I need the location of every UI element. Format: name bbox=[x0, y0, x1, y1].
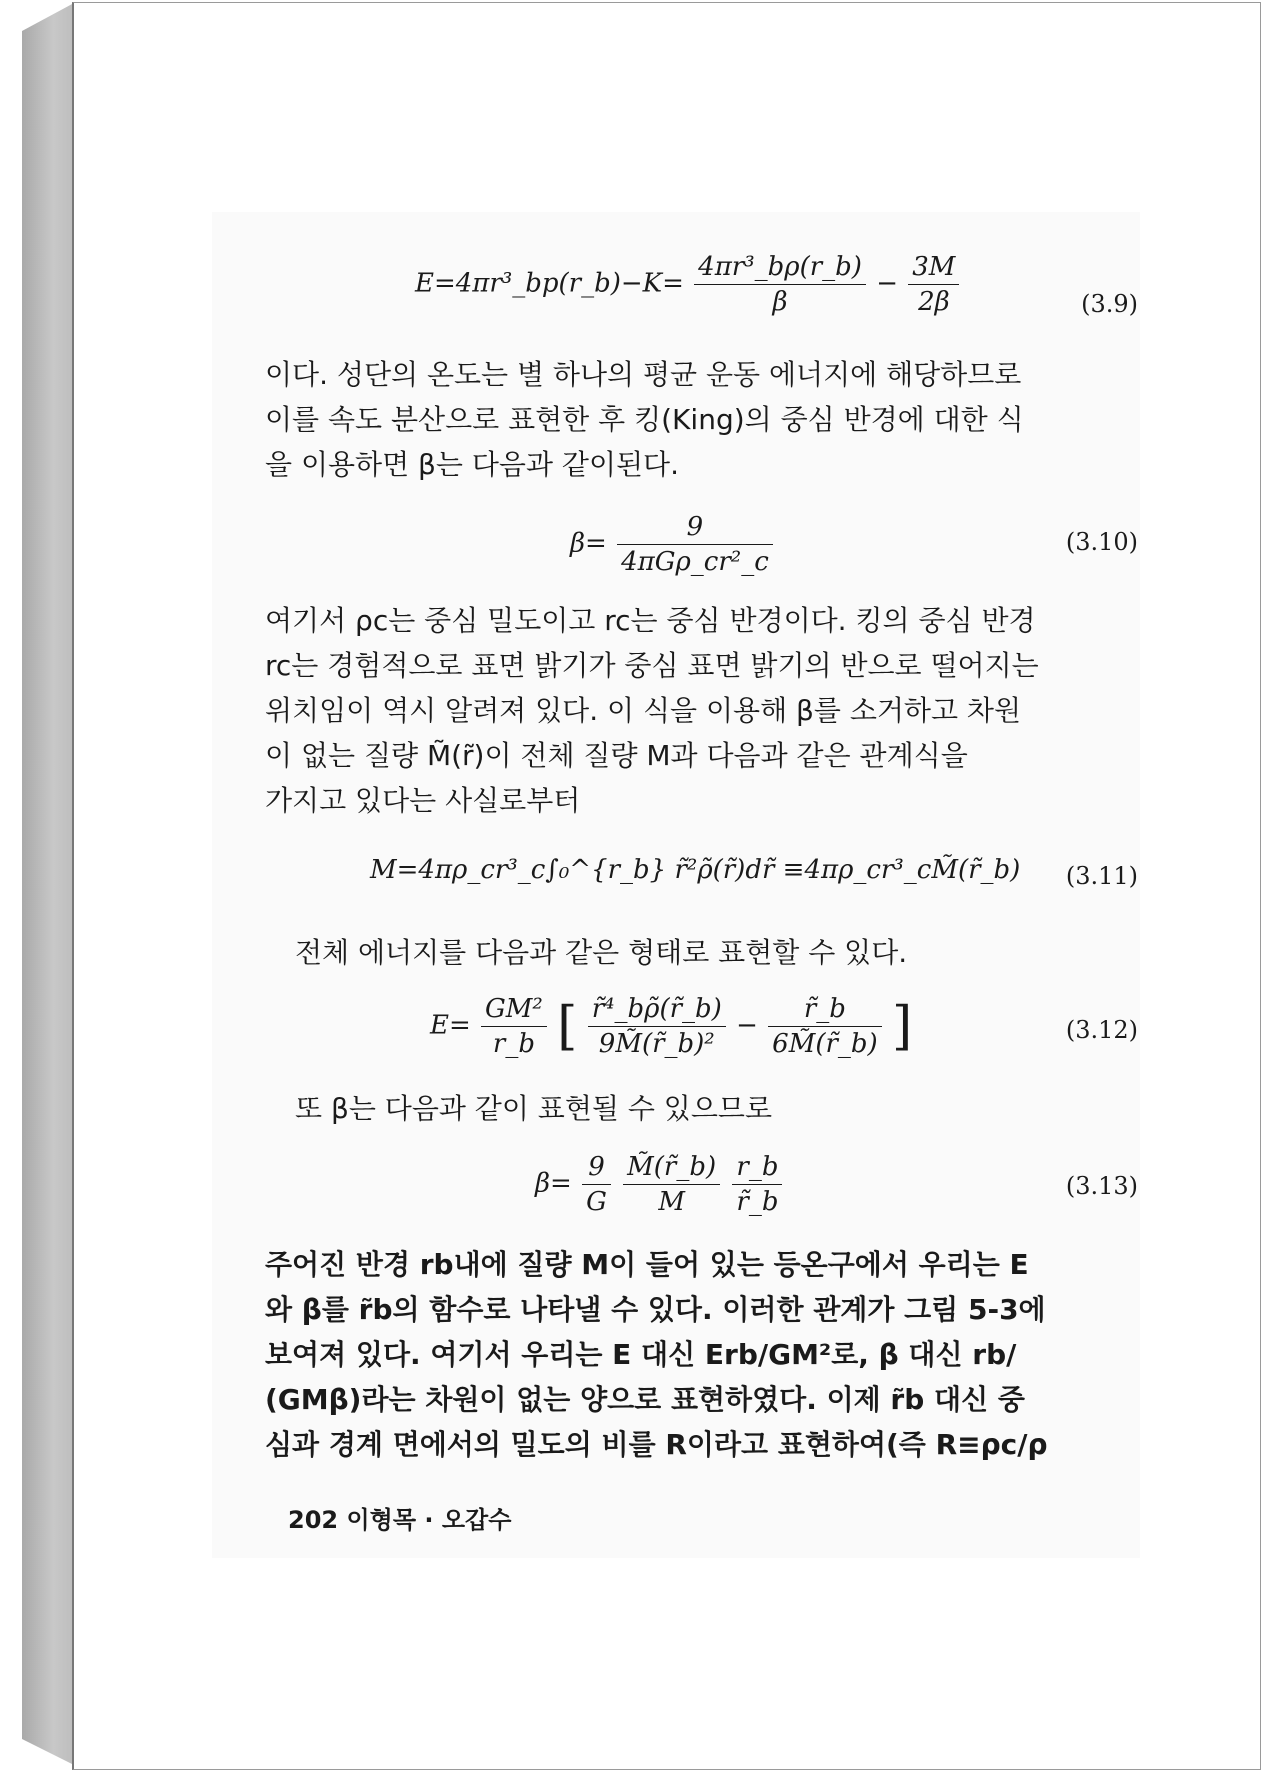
text-line: 이다. 성단의 온도는 별 하나의 평균 운동 에너지에 해당하므로 bbox=[265, 358, 1022, 391]
text-line: 와 β를 r̃b의 함수로 나타낼 수 있다. 이러한 관계가 그림 5-3에 bbox=[265, 1293, 1046, 1326]
eq-numerator: r_b bbox=[732, 1150, 782, 1185]
equation-number: (3.13) bbox=[1065, 1172, 1138, 1200]
text-line: 전체 에너지를 다음과 같은 형태로 표현할 수 있다. bbox=[295, 936, 908, 969]
equation-3-10 bbox=[570, 510, 775, 579]
eq-fraction bbox=[617, 510, 773, 579]
text-line: (GMβ)라는 차원이 없는 양으로 표현하였다. 이제 r̃b 대신 중 bbox=[265, 1383, 1025, 1416]
eq-lhs: β= bbox=[570, 528, 607, 559]
text-line: rc는 경험적으로 표면 밝기가 중심 표면 밝기의 반으로 떨어지는 bbox=[265, 649, 1039, 682]
book-spine bbox=[22, 3, 74, 1765]
eq-lhs: E= bbox=[430, 1010, 471, 1041]
eq-numerator: 9 bbox=[617, 510, 773, 545]
eq-fraction bbox=[582, 1150, 611, 1219]
eq-fraction bbox=[588, 992, 726, 1061]
eq-numerator: M̃(r̃_b) bbox=[623, 1150, 720, 1185]
text-line: 보여져 있다. 여기서 우리는 E 대신 Erb/GM²로, β 대신 rb/ bbox=[265, 1338, 1017, 1371]
close-bracket: ] bbox=[891, 996, 913, 1057]
text-line: 을 이용하면 β는 다음과 같이된다. bbox=[265, 448, 679, 481]
equation-number: (3.10) bbox=[1065, 528, 1138, 556]
paragraph-2 bbox=[265, 598, 1140, 823]
text-line: 주어진 반경 rb내에 질량 M이 들어 있는 등온구에서 우리는 E bbox=[265, 1248, 1029, 1281]
text-line: 가지고 있다는 사실로부터 bbox=[265, 784, 581, 817]
text-line: 이를 속도 분산으로 표현한 후 킹(King)의 중심 반경에 대한 식 bbox=[265, 403, 1024, 436]
eq-denominator: G bbox=[586, 1187, 607, 1217]
eq-fraction bbox=[694, 250, 866, 319]
eq-numerator: 3M bbox=[908, 250, 959, 285]
eq-numerator: 9 bbox=[582, 1150, 611, 1185]
eq-fraction bbox=[768, 992, 882, 1061]
eq-numerator: GM² bbox=[481, 992, 547, 1027]
equation-3-9 bbox=[415, 250, 961, 319]
eq-denominator: 4πGρ_cr²_c bbox=[621, 547, 769, 577]
eq-numerator: r̃⁴_bρ̃(r̃_b) bbox=[588, 992, 726, 1027]
eq-operator: − bbox=[876, 268, 898, 299]
eq-fraction bbox=[623, 1150, 720, 1219]
equation-number: (3.12) bbox=[1065, 1016, 1138, 1044]
eq-lhs: E=4πr³_bp(r_b)−K= bbox=[415, 268, 684, 299]
open-bracket: [ bbox=[557, 996, 578, 1057]
eq-numerator: r̃_b bbox=[768, 992, 882, 1027]
eq-fraction bbox=[732, 1150, 782, 1219]
eq-denominator: 6M̃(r̃_b) bbox=[772, 1029, 878, 1059]
eq-operator: − bbox=[736, 1010, 758, 1041]
paragraph-3 bbox=[295, 930, 1170, 975]
eq-denominator: M bbox=[658, 1187, 685, 1217]
eq-denominator: 9M̃(r̃_b)² bbox=[598, 1029, 715, 1059]
eq-denominator: 2β bbox=[918, 287, 950, 317]
text-line: 심과 경계 면에서의 밀도의 비를 R이라고 표현하여(즉 R≡ρc/ρ bbox=[265, 1428, 1048, 1461]
paragraph-1 bbox=[265, 352, 1140, 487]
equation-3-11: M=4πρ_cr³_c∫₀^{r_b} r̃²ρ̃(r̃)dr̃ ≡4πρ_cr³_cM̃(r̃_b) bbox=[370, 855, 1021, 885]
equation-3-12 bbox=[430, 992, 912, 1061]
eq-numerator: 4πr³_bρ(r_b) bbox=[694, 250, 866, 285]
page-footer: 202 이형목 · 오갑수 bbox=[288, 1506, 512, 1534]
text-line: 위치임이 역시 알려져 있다. 이 식을 이용해 β를 소거하고 차원 bbox=[265, 694, 1022, 727]
eq-lhs: β= bbox=[535, 1168, 572, 1199]
eq-denominator: r̃_b bbox=[736, 1187, 779, 1217]
paragraph-4 bbox=[295, 1086, 1170, 1131]
eq-denominator: r_b bbox=[492, 1029, 535, 1059]
paragraph-5 bbox=[265, 1242, 1140, 1467]
equation-3-13 bbox=[535, 1150, 784, 1219]
text-line: 또 β는 다음과 같이 표현될 수 있으므로 bbox=[295, 1092, 772, 1125]
eq-fraction bbox=[481, 992, 547, 1061]
equation-number: (3.9) bbox=[1081, 290, 1138, 318]
eq-denominator: β bbox=[772, 287, 788, 317]
eq-fraction bbox=[908, 250, 959, 319]
text-line: 이 없는 질량 M̃(r̃)이 전체 질량 M과 다음과 같은 관계식을 bbox=[265, 739, 968, 772]
equation-number: (3.11) bbox=[1065, 862, 1138, 890]
text-line: 여기서 ρc는 중심 밀도이고 rc는 중심 반경이다. 킹의 중심 반경 bbox=[265, 604, 1036, 637]
